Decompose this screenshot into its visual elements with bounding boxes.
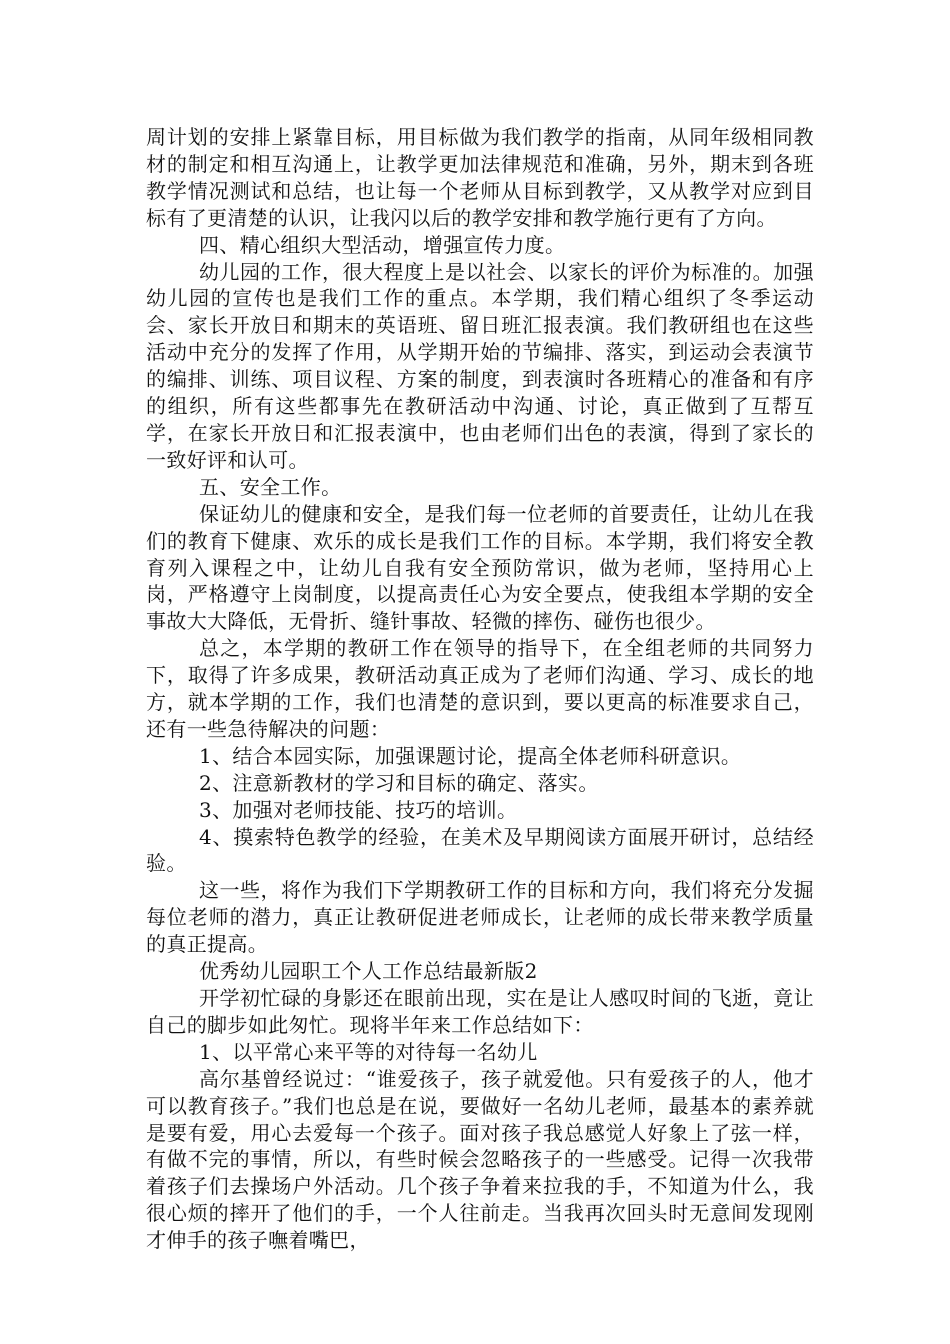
list-item-2: 2、注意新教材的学习和目标的确定、落实。 [199,770,599,795]
list-item-1: 1、结合本园实际，加强课题讨论，提高全体老师科研意识。 [199,743,742,768]
section-heading-publicity: 四、精心组织大型活动，增强宣传力度。 [199,232,566,257]
list-item-4: 4、摸索特色教学的经验，在美术及早期阅读方面展开研讨，总结经验。 [146,824,814,876]
list-item-3: 3、加强对老师技能、技巧的培训。 [199,797,518,822]
paragraph-summary: 总之，本学期的教研工作在领导的指导下，在全组老师的共同努力下，取得了许多成果，教研活动真正成为了老师们沟通、学习、成长的地方，就本学期的工作，我们也清楚的意识到，要以更高的标准要求自己，还有一些急待解决的问题： [146,636,814,741]
subheading-equal-treatment: 1、以平常心来平等的对待每一名幼儿 [199,1039,538,1064]
section-heading-safety: 五、安全工作。 [199,474,342,499]
paragraph-continuation: 周计划的安排上紧靠目标，用目标做为我们教学的指南，从同年级相同教材的制定和相互沟通上，让教学更加法律规范和准确，另外，期末到各班教学情况测试和总结，也让每一个老师从目标到教学，又从教学对应到目标有了更清楚的认识，让我闪以后的教学安排和教学施行更有了方向。 [146,125,814,230]
document-page [146,124,814,1254]
paragraph-love-children: 高尔基曾经说过：“谁爱孩子，孩子就爱他。只有爱孩子的人，他才可以教育孩子。”我们也总是在说，要做好一名幼儿老师，最基本的素养就是要有爱，用心去爱每一个孩子。面对孩子我总感觉人好象上了弦一样，有做不完的事情，所以，有些时候会忽略孩子的一些感受。记得一次我带着孩子们去操场户外活动。几个孩子争着来拉我的手，不知道为什么，我很心烦的摔开了他们的手，一个人往前走。当我再次回头时无意间发现刚才伸手的孩子嘸着嘴巴， [146,1066,814,1253]
paragraph-conclusion: 这一些，将作为我们下学期教研工作的目标和方向，我们将充分发掘每位老师的潜力，真正让教研促进老师成长，让老师的成长带来教学质量的真正提高。 [146,878,814,957]
paragraph-intro-2: 开学初忙碌的身影还在眼前出现，实在是让人感叹时间的飞逝，竟让自己的脚步如此匆忙。现将半年来工作总结如下： [146,986,814,1037]
section-title-2: 优秀幼儿园职工个人工作总结最新版2 [199,959,538,984]
paragraph-publicity: 幼儿园的工作，很大程度上是以社会、以家长的评价为标准的。加强幼儿园的宣传也是我们工作的重点。本学期，我们精心组织了冬季运动会、家长开放日和期末的英语班、留日班汇报表演。我们教研组也在这些活动中充分的发挥了作用，从学期开始的节编排、落实，到运动会表演节的编排、训练、项目议程、方案的制度，到表演时各班精心的准备和有序的组织，所有这些都事先在教研活动中沟通、讨论，真正做到了互帮互学，在家长开放日和汇报表演中，也由老师们出色的表演，得到了家长的一致好评和认可。 [146,259,814,472]
paragraph-safety: 保证幼儿的健康和安全，是我们每一位老师的首要责任，让幼儿在我们的教育下健康、欢乐的成长是我们工作的目标。本学期，我们将安全教育列入课程之中，让幼儿自我有安全预防常识，做为老师，坚持用心上岗，严格遵守上岗制度，以提高责任心为安全要点，使我组本学期的安全事故大大降低，无骨折、缝针事故、轻微的摔伤、碰伤也很少。 [146,501,814,634]
